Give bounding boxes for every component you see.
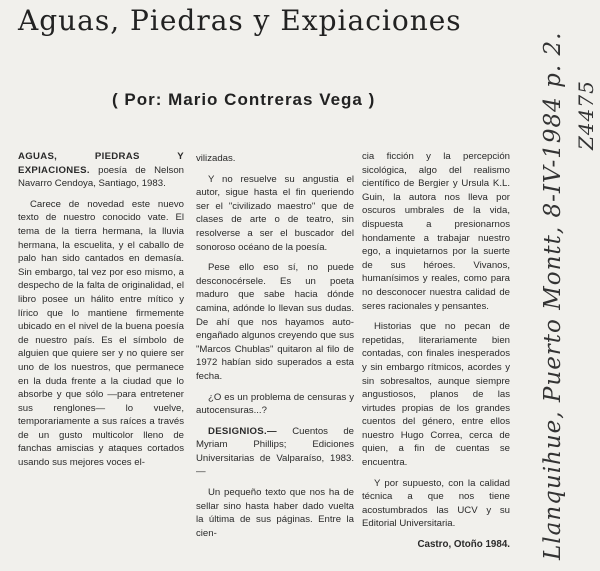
paragraph: Y por supuesto, con la calidad técnica a que nos tiene acostumbrados las UCV y su Editorial Universitaria. — [362, 477, 510, 530]
paragraph: ¿O es un problema de censuras y autocensuras...? — [196, 391, 354, 417]
paragraph: Un pequeño texto que nos ha de sellar sino hasta haber dado vuelta la última de sus páginas. Entre la cien- — [196, 487, 354, 539]
paragraph: Historias que no pecan de repetidas, literariamente bien contadas, con finales inesperados y sin embargo rítmicos, acordes y sin sobresaltos, aunque siempre angustiosos, planos de las virtudes propias de los grandes cuentos del género, entre ellos nuestro Hugo Correa, cerca de quien, a fin de cuentas se encuentra. — [362, 321, 510, 469]
lead-heading: AGUAS, PIEDRAS Y EXPIACIONES. — [18, 151, 184, 176]
designios-heading: DESIGNIOS.— — [208, 425, 277, 437]
handwritten-source-note: Llanquihue, Puerto Montt, 8-IV-1984 p. 2. — [540, 31, 566, 560]
article-column-1 — [18, 150, 184, 477]
paragraph: Pese ello eso sí, no puede desconocérsele. Es un poeta maduro que sabe hacia dónde camina, adónde lo llevan sus dudas. De ahí que nos hayamos auto-engañado algunos creyendo que sus "Marcos Chublas" quitaron al filo de 1972 habían sido superados a esta fecha. — [196, 262, 354, 382]
article-byline: ( Por: Mario Contreras Vega ) — [112, 90, 376, 109]
article-title: Aguas, Piedras y Expiaciones — [18, 4, 462, 37]
review-heading-designios — [196, 425, 354, 479]
author-credit: Castro, Otoño 1984. — [417, 539, 510, 551]
paragraph: cia ficción y la percepción sicológica, algo del realismo científico de Bergier y Ursula K.L. Guin, la autora nos lleva por oscuros umbrales de la vida, dispuesta a presionarnos hondamente a trabajar nuestro ego, a inquietarnos por la suerte de sus héroes. Vivanos, humanísimos y reales, como para no desconocer nuestra calidad de seres racionales y pensantes. — [362, 151, 510, 312]
handwritten-archive-code: Z4475 — [574, 80, 598, 150]
article-column-2 — [196, 152, 354, 547]
paragraph: vilizadas. — [196, 153, 236, 164]
paragraph: Y no resuelve su angustia el autor, sigue hasta el fin queriendo ser el "civilizado maestro" que de clases de arte o de teatro, sin resolverse a ser el buscador del sonoroso océano de la poesía. — [196, 173, 354, 253]
article-column-3 — [362, 150, 510, 552]
review-heading-aguas — [18, 150, 184, 191]
paragraph: Carece de novedad este nuevo texto de nuestro conocido vate. El tema de la tierra hermana, la lluvia hermana, la escuelita, y el caballo de palo han sido cantados en demasía. Sin embargo, tal vez por eso mismo, a despecho de la falta de originalidad, el libro posee un hálito entre mítico y lírico que lo mantiene firmemente ubicado en el nivel de la buena poesía de nuestro país. Es el símbolo de alguien que quiere ser y no quiere ser uno de los nuestros, que permanece en la duda frente a la ciudad que lo absorbe y que sólo —para entretener sus renglones— lo vuelve, temporariamente a sus raíces a través de un gusto multicolor lleno de fanchas amiscias y ataques cortados usando sus mejores voces el- — [18, 198, 184, 469]
lead-heading-rest: poesía de Nelson Navarro Cendoya, Santiago, 1983. — [18, 164, 184, 190]
designios-heading-rest: Cuentos de Myriam Phillips; Ediciones Universitarias de Valparaíso, 1983.— — [196, 425, 354, 478]
